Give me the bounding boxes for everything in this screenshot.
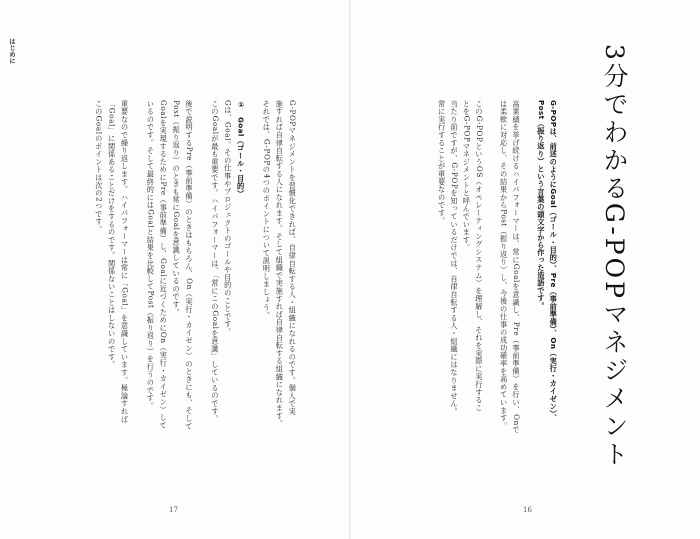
- text-line: 施すれば自律自転する人になれます。そして組織で実施すれば自律自転する組織になれます。: [275, 100, 285, 428]
- text-line: G-POPマネジメントを習慣化できれば、自律自転する人・組織になれるのです。個人で実: [288, 100, 298, 416]
- text-line: Post（振り返り）のときも常にGoalを意識しているのです。: [172, 100, 182, 317]
- page-gutter: [349, 0, 351, 539]
- text-line: 「Goal」に関係あることだけをするのです。関係ないことはしないのです。: [107, 100, 117, 369]
- text-line: このGoalが最も重要です。ハイパフォーマーは、「常にこのGoalを意識」しているのです。: [210, 100, 220, 424]
- text-line: 高業績を挙げ続けるハイパフォーマーは、常にGoalを意識し、Pre（事前準備）を行い、Onで: [512, 100, 521, 434]
- text-line: 重要なので繰り返します。ハイパフォーマーは常に「Goal」を意識しています。極論すれば: [120, 100, 130, 424]
- text-line: Post（振り返り）という言葉の頭文字から作った造語です。: [536, 100, 546, 310]
- text-line: このG-POPというOS（オペレーティングシステム）を理解し、それを実際に実行するこ: [474, 100, 484, 412]
- left-page-number: 17: [169, 506, 178, 514]
- right-page-number: 16: [523, 506, 532, 514]
- text-line: 後で説明するPre（事前準備）のときはもちろん、On（実行・カイゼン）のときにも、そして: [185, 100, 194, 431]
- text-line: とをG-POPマネジメントと呼んでいます。: [462, 100, 472, 252]
- text-line: は柔軟に対応し、その結果からPost（振り返り）し、今後の仕事の成功確率を高めています。: [499, 100, 509, 430]
- text-line: Gは、Goal。その仕事やプロジェクトのゴールや目的のことです。: [223, 100, 233, 336]
- section-heading: ① Goal（ゴール・目的）: [236, 100, 246, 198]
- chapter-title: 3分でわかるG-POPマネジメント: [600, 44, 629, 469]
- text-line: いるのです。そして最終的にはGoalと結果を比較してPost（振り返り）を行うのです。: [146, 100, 156, 410]
- text-line: Goalを実現するためにPre（事前準備）し、Goalに近づくためにOn（実行・カイゼン）して: [159, 100, 169, 430]
- text-line: 常に実行することが重要なのです。: [437, 100, 447, 225]
- text-line: 当たり前ですが、G-POPを知っているだけでは、自律自転する人・組織にはなりません。: [450, 100, 459, 416]
- text-line: このGoalのポイントは次の2つです。: [94, 100, 104, 234]
- text-line: それでは、G-POPの4つのポイントについて説明しましょう。: [262, 100, 272, 320]
- section-label: はじめに: [8, 38, 16, 64]
- text-line: G-POPは、前述のようにGoal（ゴール・目的）、Pre（事前準備）、On（実行・カイゼン）、: [549, 100, 559, 422]
